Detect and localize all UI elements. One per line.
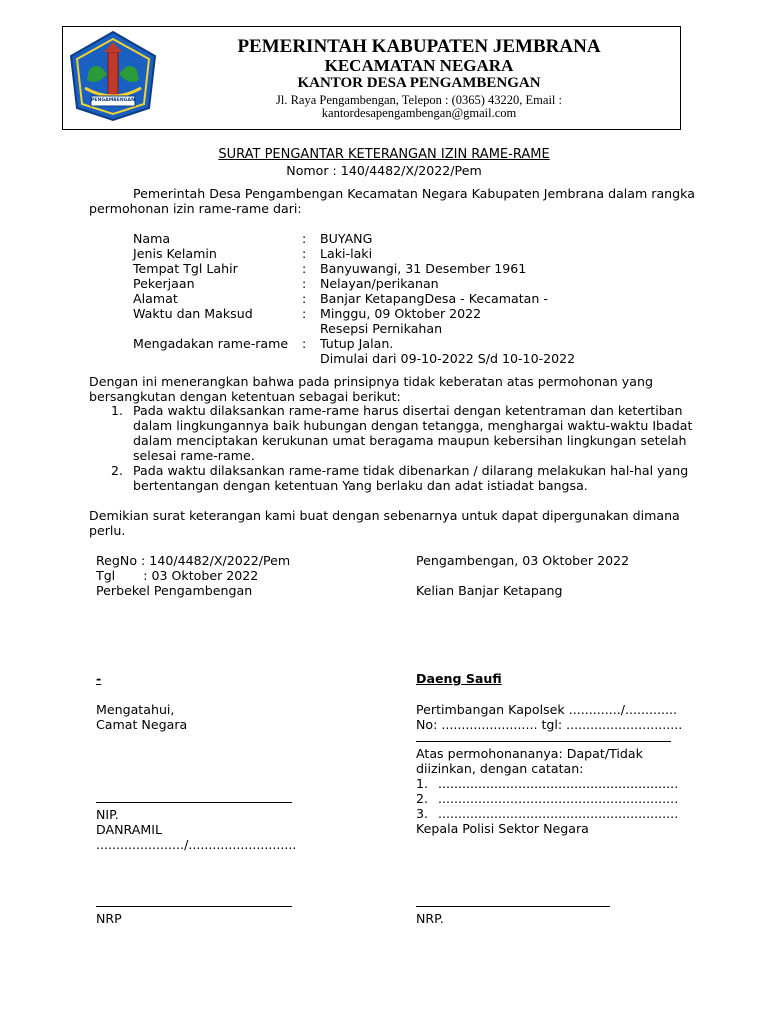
danramil-signature-line <box>96 906 292 907</box>
detail-value: Laki-laki <box>320 246 373 261</box>
detail-value: BUYANG <box>320 231 373 246</box>
permission-notes-label: diizinkan, dengan catatan: <box>416 761 584 776</box>
detail-label: Waktu dan Maksud <box>133 306 253 321</box>
intro-line-2: permohonan izin rame-rame dari: <box>89 201 302 216</box>
condition-text-line: dalam menciptakan kerukunan umat beragama maupun kebersihan lingkungan setelah <box>133 433 687 448</box>
header-government: PEMERINTAH KABUPATEN JEMBRANA <box>237 36 601 57</box>
banjar-head-title: Kelian Banjar Ketapang <box>416 583 563 598</box>
kapolsek-consideration: Pertimbangan Kapolsek ............./............. <box>416 702 678 717</box>
detail-value: Banjar KetapangDesa - Kecamatan - <box>320 291 548 306</box>
logo-caption: PENGAMBENGAN <box>91 98 135 103</box>
kapolsek-signature-line <box>416 906 610 907</box>
detail-label: Tempat Tgl Lahir <box>133 261 238 276</box>
detail-value: Minggu, 09 Oktober 2022 <box>320 306 482 321</box>
note-dots: ............................................................ <box>438 776 679 791</box>
detail-label: Nama <box>133 231 171 246</box>
detail-label: Mengadakan rame-rame <box>133 336 289 351</box>
header-address: Jl. Raya Pengambengan, Telepon : (0365) 43220, Email : <box>276 93 562 107</box>
kapolsek-no-date: No: ........................ tgl: ............................. <box>416 717 683 732</box>
detail-value: Dimulai dari 09-10-2022 S/d 10-10-2022 <box>320 351 576 366</box>
place-date: Pengambengan, 03 Oktober 2022 <box>416 553 630 568</box>
detail-label: Jenis Kelamin <box>133 246 217 261</box>
statement-line-1: Dengan ini menerangkan bahwa pada prinsipnya tidak keberatan atas permohonan yang <box>89 374 653 389</box>
danramil-title: DANRAMIL <box>96 822 162 837</box>
camat-nip: NIP. <box>96 807 119 822</box>
note-number: 1. <box>416 776 429 791</box>
condition-text-line: bertentangan dengan ketentuan Yang berlaku dan adat istiadat bangsa. <box>133 478 588 493</box>
permission-line: Atas permohonananya: Dapat/Tidak <box>416 746 643 761</box>
detail-value: Banyuwangi, 31 Desember 1961 <box>320 261 527 276</box>
document-number: Nomor : 140/4482/X/2022/Pem <box>286 163 482 178</box>
village-head-title: Perbekel Pengambengan <box>96 583 253 598</box>
document-title: SURAT PENGANTAR KETERANGAN IZIN RAME-RAME <box>218 147 550 162</box>
statement-line-2: bersangkutan dengan ketentuan sebagai berikut: <box>89 389 401 404</box>
condition-number: 2. <box>111 463 124 478</box>
header-office: KANTOR DESA PENGAMBENGAN <box>297 75 541 91</box>
closing-line-2: perlu. <box>89 523 126 538</box>
detail-separator: : <box>302 231 307 246</box>
condition-number: 1. <box>111 403 124 418</box>
intro-line-1: Pemerintah Desa Pengambengan Kecamatan Negara Kabupaten Jembrana dalam rangka <box>133 186 695 201</box>
detail-value: Tutup Jalan. <box>320 336 394 351</box>
regency-logo <box>67 30 159 122</box>
detail-separator: : <box>302 306 307 321</box>
detail-value: Nelayan/perikanan <box>320 276 439 291</box>
detail-separator: : <box>302 261 307 276</box>
header-email: kantordesapengambengan@gmail.com <box>321 106 517 120</box>
reg-number: RegNo : 140/4482/X/2022/Pem <box>96 553 291 568</box>
condition-text-line: Pada waktu dilaksankan rame-rame harus disertai dengan ketentraman dan ketertiban <box>133 403 683 418</box>
condition-text-line: Pada waktu dilaksankan rame-rame tidak dibenarkan / dilarang melakukan hal-hal yang <box>133 463 689 478</box>
condition-text-line: dalam lingkungannya baik hubungan dengan tetangga, menghargai waktu-waktu Ibadat <box>133 418 693 433</box>
village-head-name: - <box>96 671 102 686</box>
kapolsek-nrp: NRP. <box>416 911 444 926</box>
reg-date: Tgl : 03 Oktober 2022 <box>96 568 259 583</box>
kapolsek-divider <box>416 741 671 742</box>
header-district: KECAMATAN NEGARA <box>324 56 514 75</box>
banjar-head-name: Daeng Saufi <box>416 671 502 686</box>
detail-value: Resepsi Pernikahan <box>320 321 443 336</box>
detail-label: Alamat <box>133 291 178 306</box>
detail-separator: : <box>302 336 307 351</box>
danramil-dots: ....................../........................... <box>96 837 297 852</box>
note-dots: ............................................................ <box>438 806 679 821</box>
kapolsek-title: Kepala Polisi Sektor Negara <box>416 821 589 836</box>
detail-label: Pekerjaan <box>133 276 195 291</box>
detail-separator: : <box>302 291 307 306</box>
closing-line-1: Demikian surat keterangan kami buat dengan sebenarnya untuk dapat dipergunakan dimana <box>89 508 680 523</box>
note-number: 2. <box>416 791 429 806</box>
note-number: 3. <box>416 806 429 821</box>
detail-separator: : <box>302 276 307 291</box>
acknowledged-label: Mengatahui, <box>96 702 175 717</box>
condition-text-line: selesai rame-rame. <box>133 448 255 463</box>
camat-signature-line <box>96 802 292 803</box>
detail-separator: : <box>302 246 307 261</box>
camat-title: Camat Negara <box>96 717 188 732</box>
note-dots: ............................................................ <box>438 791 679 806</box>
danramil-nrp: NRP <box>96 911 122 926</box>
